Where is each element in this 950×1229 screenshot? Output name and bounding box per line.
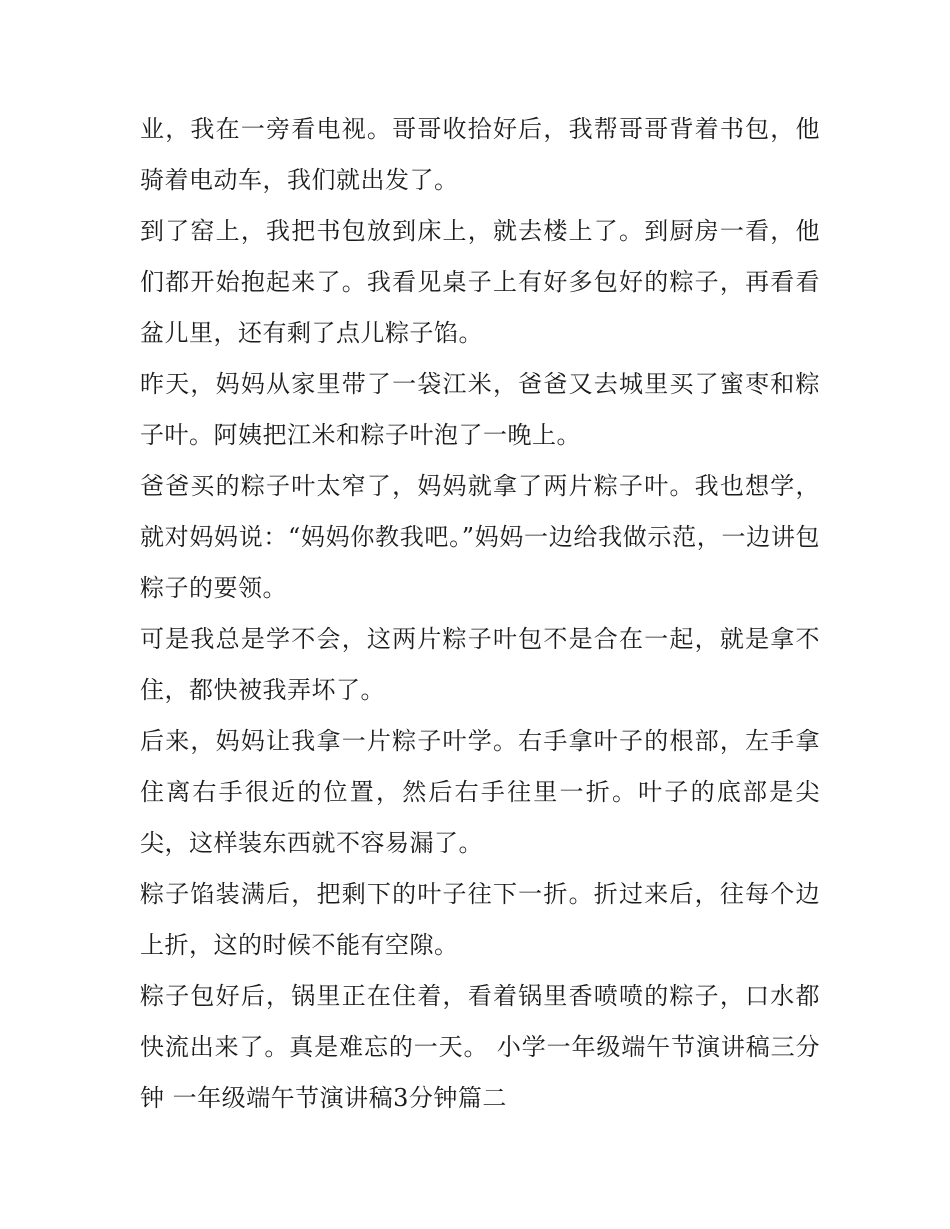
paragraph-8: 粽子包好后，锅里正在住着，看着锅里香喷喷的粽子，口水都快流出来了。真是难忘的一天。 小学一年级端午节演讲稿三分钟 一年级端午节演讲稿3分钟篇二 <box>140 982 820 1112</box>
paragraph-3: 昨天，妈妈从家里带了一袋江米，爸爸又去城里买了蜜枣和粽子叶。阿姨把江米和粽子叶泡了一晚上。 <box>140 370 820 449</box>
paragraph-6: 后来，妈妈让我拿一片粽子叶学。右手拿叶子的根部，左手拿住离右手很近的位置，然后右手往里一折。叶子的底部是尖尖，这样装东西就不容易漏了。 <box>140 727 820 857</box>
document-body <box>140 104 820 1124</box>
paragraph-2: 到了窑上，我把书包放到床上，就去楼上了。到厨房一看，他们都开始抱起来了。我看见桌子上有好多包好的粽子，再看看盆儿里，还有剩了点儿粽子馅。 <box>140 217 820 347</box>
paragraph-5: 可是我总是学不会，这两片粽子叶包不是合在一起，就是拿不住，都快被我弄坏了。 <box>140 625 820 704</box>
paragraph-4: 爸爸买的粽子叶太窄了，妈妈就拿了两片粽子叶。我也想学，就对妈妈说：“妈妈你教我吧。”妈妈一边给我做示范，一边讲包粽子的要领。 <box>140 472 820 602</box>
paragraph-1: 业，我在一旁看电视。哥哥收拾好后，我帮哥哥背着书包，他骑着电动车，我们就出发了。 <box>140 115 820 194</box>
paragraph-7: 粽子馅装满后，把剩下的叶子往下一折。折过来后，往每个边上折，这的时候不能有空隙。 <box>140 880 820 959</box>
